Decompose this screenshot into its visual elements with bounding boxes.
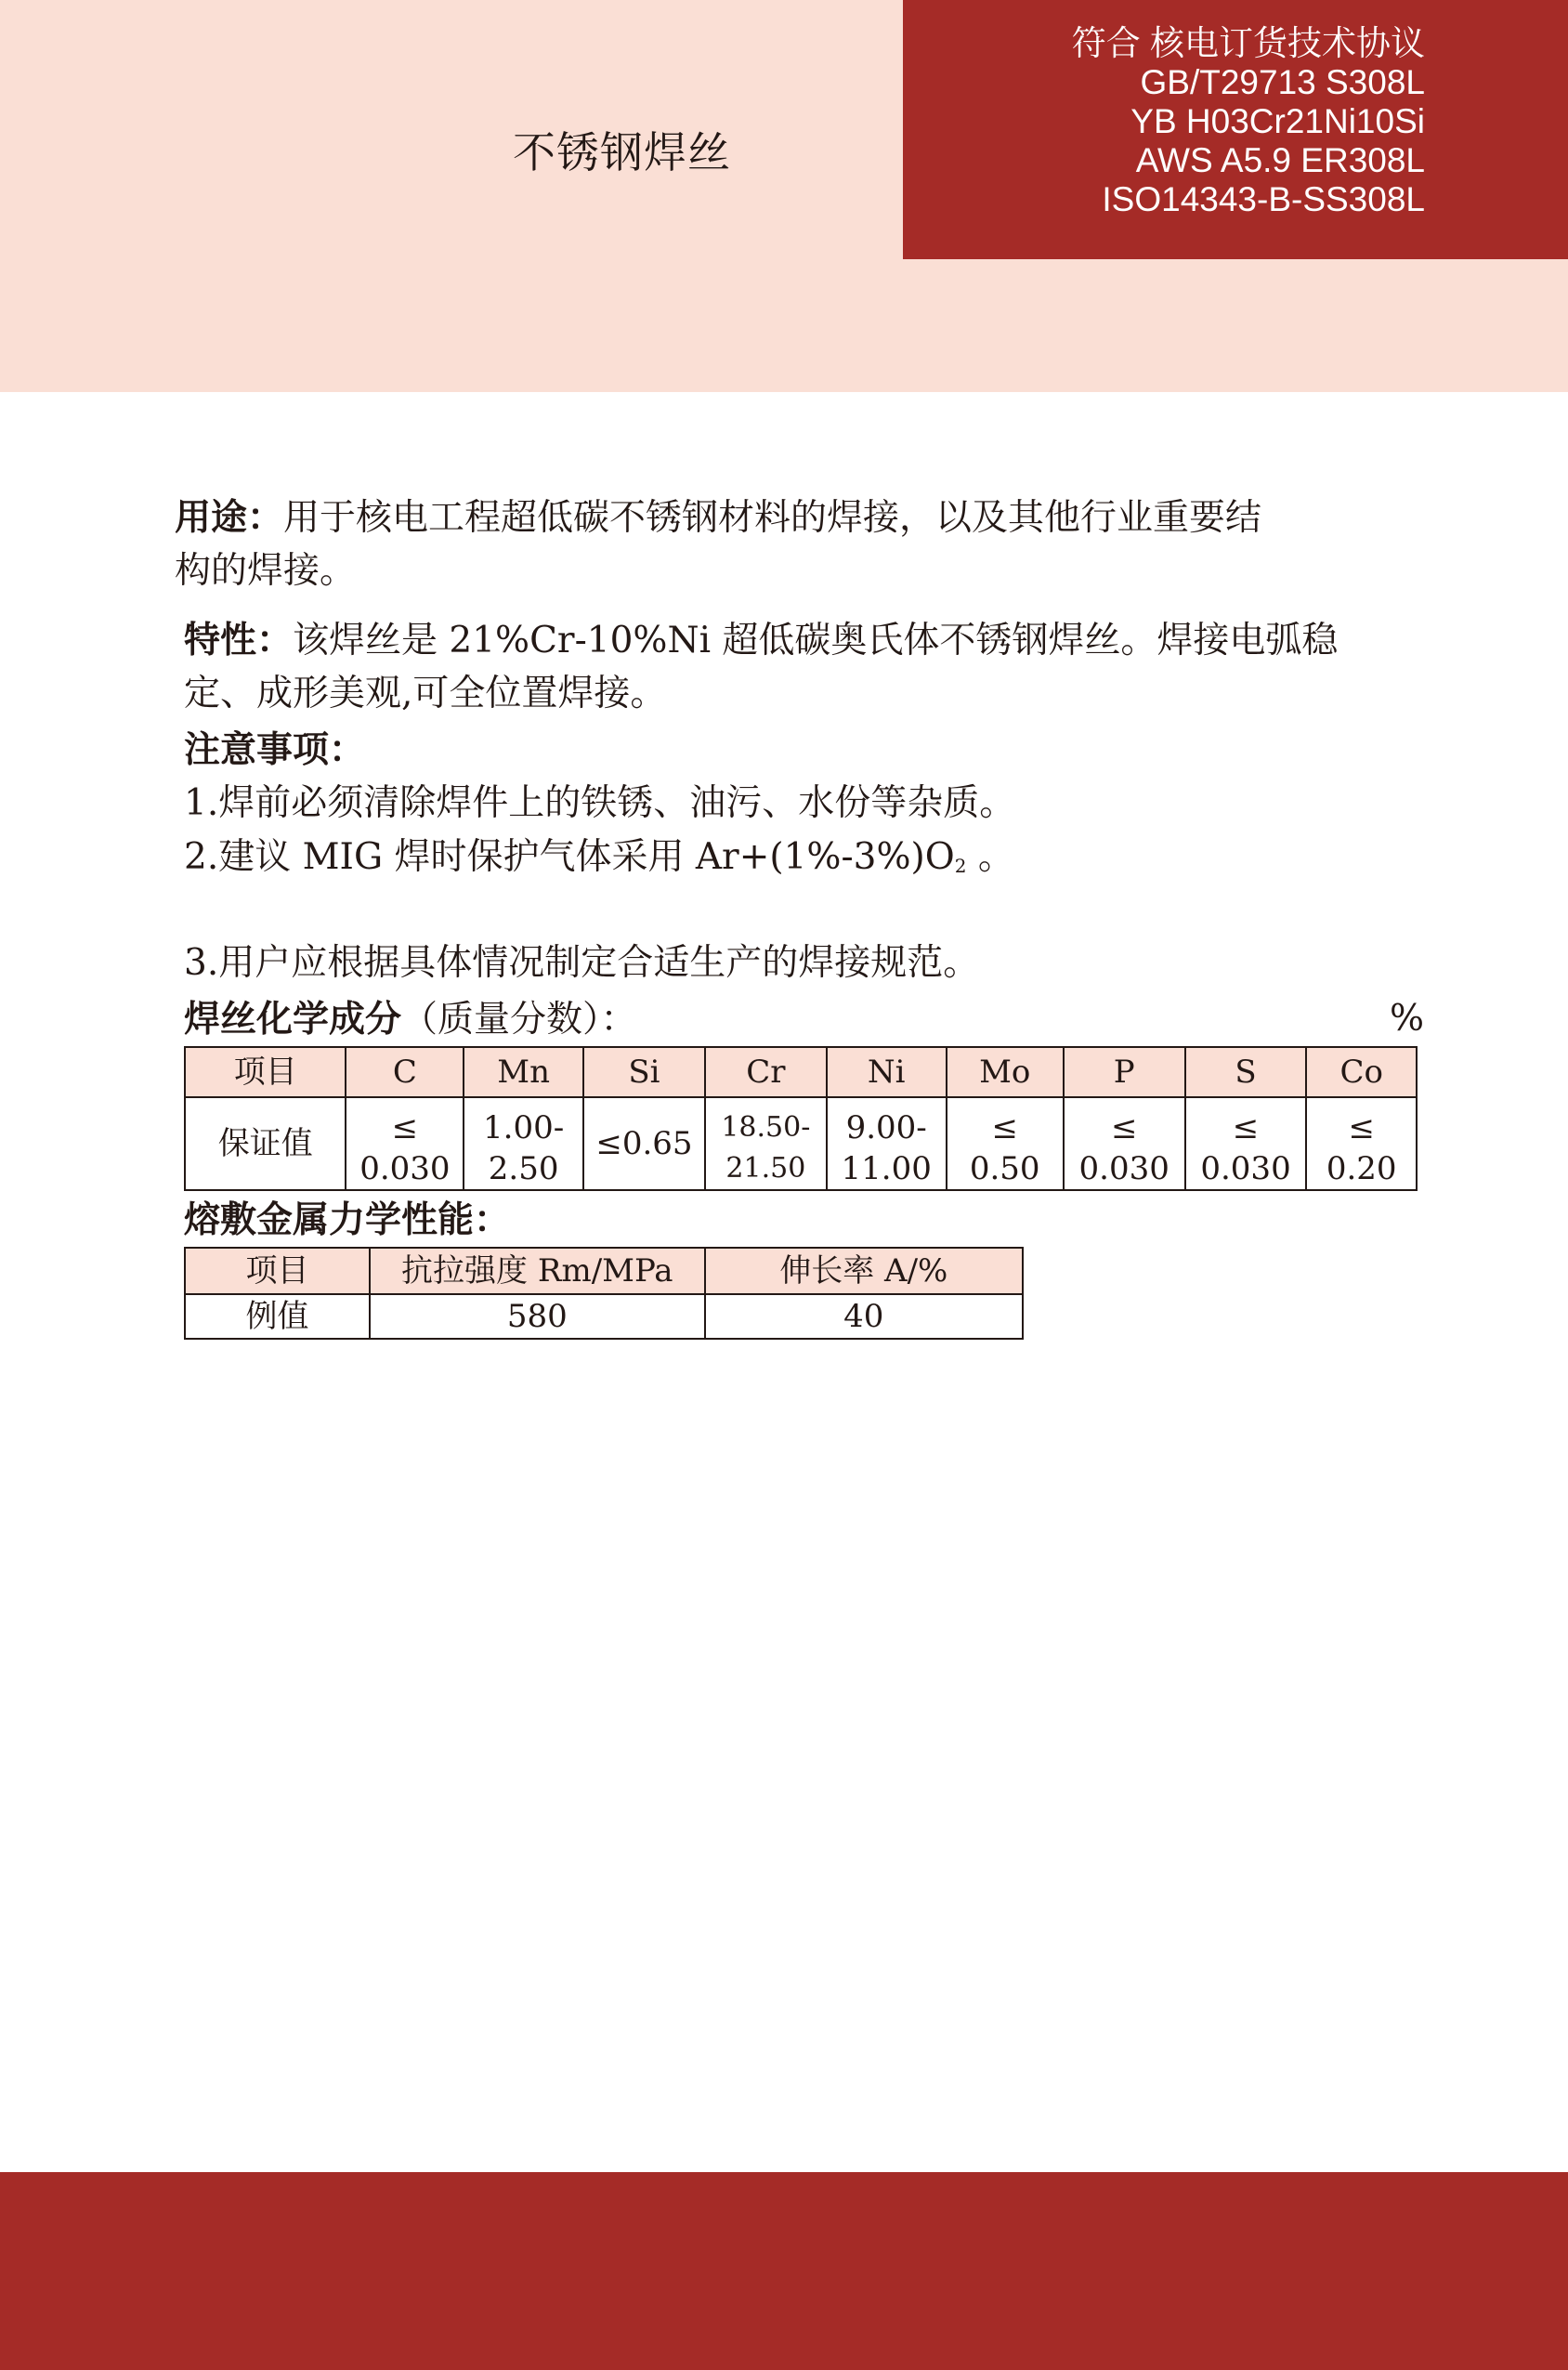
chemistry-unit: % bbox=[1390, 998, 1425, 1040]
value-tensile-strength: 580 bbox=[370, 1294, 705, 1339]
features-text: 该焊丝是 21%Cr-10%Ni 超低碳奥氏体不锈钢焊丝。焊接电弧稳 bbox=[293, 620, 1339, 661]
table-header-cell: Mn bbox=[464, 1047, 583, 1097]
notes-heading: 注意事项： bbox=[184, 728, 366, 771]
features-line-1 bbox=[184, 613, 1338, 668]
table-row-label: 例值 bbox=[185, 1294, 370, 1339]
chemistry-heading: 焊丝化学成分 bbox=[184, 998, 402, 1041]
standard-line: AWS A5.9 ER308L bbox=[1135, 141, 1425, 179]
mechanical-heading: 熔敷金属力学性能： bbox=[184, 1198, 511, 1241]
notes-item-1: 1.焊前必须清除焊件上的铁锈、油污、水份等杂质。 bbox=[184, 782, 1016, 824]
usage-label: 用途： bbox=[175, 496, 284, 539]
mechanical-table bbox=[184, 1247, 1024, 1340]
value-si: ≤0.65 bbox=[583, 1097, 705, 1190]
features-label: 特性： bbox=[184, 619, 294, 661]
table-header-cell: C bbox=[346, 1047, 464, 1097]
notes-item-2-end: 。 bbox=[966, 836, 1014, 878]
table-header-cell: 抗拉强度 Rm/MPa bbox=[370, 1248, 705, 1294]
standard-line: 符合 核电订货技术协议 bbox=[1071, 24, 1425, 62]
table-header-cell: Mo bbox=[947, 1047, 1064, 1097]
footer-band bbox=[0, 2172, 1568, 2370]
value-elongation: 40 bbox=[705, 1294, 1023, 1339]
notes-item-2 bbox=[184, 831, 1014, 893]
value-p: ≤ 0.030 bbox=[1064, 1097, 1185, 1190]
value-mn: 1.00- 2.50 bbox=[464, 1097, 583, 1190]
table-header-cell: 伸长率 A/% bbox=[705, 1248, 1023, 1294]
table-header-cell: P bbox=[1064, 1047, 1185, 1097]
chemistry-heading-line bbox=[184, 992, 637, 1047]
chemistry-table bbox=[184, 1046, 1418, 1191]
table-row-label: 保证值 bbox=[185, 1097, 346, 1190]
notes-item-2-text: 2.建议 MIG 焊时保护气体采用 Ar+(1%-3%)O bbox=[184, 836, 955, 878]
value-s: ≤ 0.030 bbox=[1185, 1097, 1307, 1190]
value-c: ≤ 0.030 bbox=[346, 1097, 464, 1190]
value-mo: ≤ 0.50 bbox=[947, 1097, 1064, 1190]
table-header-cell: Cr bbox=[705, 1047, 827, 1097]
table-header-row bbox=[185, 1248, 1023, 1294]
table-header-cell: Ni bbox=[827, 1047, 947, 1097]
table-row bbox=[185, 1097, 1417, 1190]
table-header-cell: Co bbox=[1306, 1047, 1417, 1097]
standard-line: ISO14343-B-SS308L bbox=[1102, 180, 1425, 218]
table-header-cell: Si bbox=[583, 1047, 705, 1097]
value-co: ≤ 0.20 bbox=[1306, 1097, 1417, 1190]
table-header-cell: 项目 bbox=[185, 1047, 346, 1097]
table-header-cell: S bbox=[1185, 1047, 1307, 1097]
standards-box bbox=[903, 0, 1568, 259]
usage-text: 用于核电工程超低碳不锈钢材料的焊接，以及其他行业重要结 bbox=[283, 497, 1262, 539]
table-header-row bbox=[185, 1047, 1417, 1097]
standard-line: GB/T29713 S308L bbox=[1140, 63, 1425, 101]
features-line-2: 定、成形美观,可全位置焊接。 bbox=[184, 673, 667, 714]
value-cr: 18.50- 21.50 bbox=[705, 1097, 827, 1190]
value-ni: 9.00- 11.00 bbox=[827, 1097, 947, 1190]
standard-line: YB H03Cr21Ni10Si bbox=[1130, 102, 1425, 140]
table-header-cell: 项目 bbox=[185, 1248, 370, 1294]
usage-line-2: 构的焊接。 bbox=[175, 550, 357, 592]
notes-item-2-subscript: 2 bbox=[954, 855, 967, 877]
product-title: 不锈钢焊丝 bbox=[513, 127, 731, 177]
notes-item-3: 3.用户应根据具体情况制定合适生产的焊接规范。 bbox=[184, 942, 980, 984]
chemistry-heading-note: （质量分数）： bbox=[401, 999, 637, 1041]
usage-line-1 bbox=[175, 491, 1261, 545]
table-row bbox=[185, 1294, 1023, 1339]
